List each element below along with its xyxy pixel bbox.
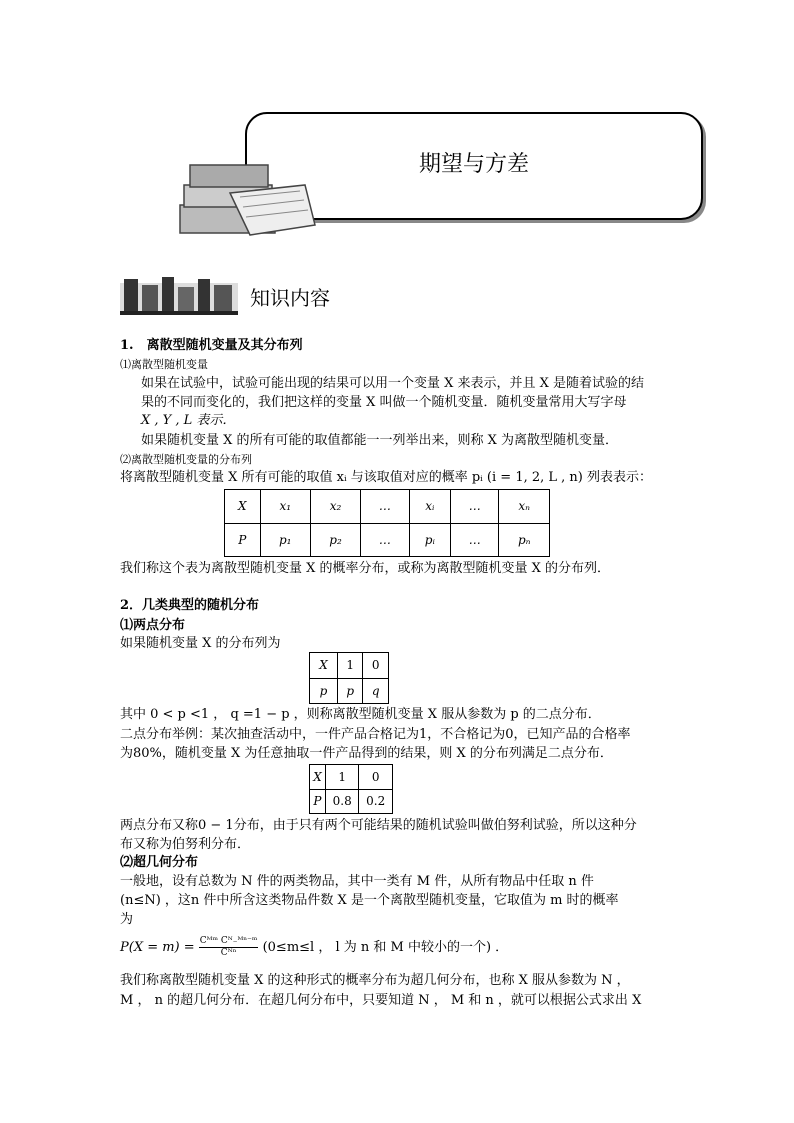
table-cell: x₂ (310, 490, 360, 524)
formula-right: (0≤m≤l ， l 为 n 和 M 中较小的一个) ． (262, 940, 509, 955)
paragraph-line: 布又称为伯努利分布． (120, 837, 251, 852)
table-row (225, 523, 550, 557)
paragraph-line: 两点分布又称0 − 1分布，由于只有两个可能结果的随机试验叫做伯努利试验，所以这种分 (120, 818, 637, 833)
paragraph-line: 我们称离散型随机变量 X 的这种形式的概率分布为超几何分布，也称 X 服从参数为 N ， (120, 973, 630, 988)
table-cell: p (338, 678, 363, 704)
paragraph-line: 如果随机变量 X 的所有可能的取值都能一一列举出来，则称 X 为离散型随机变量． (141, 433, 619, 448)
paragraph-line: 为 (120, 912, 134, 927)
table-cell: X (225, 490, 261, 524)
table-cell: 0 (363, 653, 389, 679)
table-cell: p₂ (310, 523, 360, 557)
paragraph-line: 为80%，随机变量 X 为任意抽取一件产品得到的结果，则 X 的分布列满足二点分布． (120, 746, 613, 761)
books-illustration-icon (170, 155, 320, 240)
table-cell: x₁ (260, 490, 310, 524)
table-cell: 0 (359, 765, 393, 790)
paragraph-line: 果的不同而变化的，我们把这样的变量 X 叫做一个随机变量．随机变量常用大写字母 (141, 395, 627, 410)
table-row (310, 765, 393, 790)
two-point-table (309, 652, 389, 704)
hypergeometric-formula (120, 936, 508, 959)
table-row (225, 490, 550, 524)
formula-numerator: Cᴹᵐ Cᴺ₋ᴹⁿ⁻ᵐ (199, 936, 258, 946)
page-title: 期望与方差 (418, 152, 529, 177)
table-cell: 0.8 (325, 789, 359, 814)
table-row (310, 678, 389, 704)
table-cell: … (361, 523, 409, 557)
subheading-discrete-variable: ⑴离散型随机变量 (120, 358, 208, 371)
paragraph-line: (n≤N) ，这n 件中所含这类物品件数 X 是一个离散型随机变量，它取值为 m 时的概率 (120, 893, 619, 908)
paragraph-line: X , Y , L 表示． (141, 413, 236, 428)
table-row (310, 789, 393, 814)
example-table (309, 764, 393, 814)
distribution-table (224, 489, 550, 557)
table-cell: p (310, 678, 338, 704)
table-cell: q (363, 678, 389, 704)
table-cell: … (361, 490, 409, 524)
table-cell: 0.2 (359, 789, 393, 814)
table-cell: xₙ (499, 490, 550, 524)
section-1-heading: 1. 离散型随机变量及其分布列 (120, 338, 303, 353)
paragraph-line: 如果随机变量 X 的分布列为 (120, 636, 281, 651)
formula-denominator: Cᴺⁿ (220, 948, 237, 958)
table-cell: 1 (325, 765, 359, 790)
table-row (310, 653, 389, 679)
table-cell: … (451, 490, 499, 524)
section-2-heading: 2．几类典型的随机分布 (120, 598, 260, 613)
section-logo-icon (120, 275, 238, 317)
paragraph-line: 一般地，设有总数为 N 件的两类物品，其中一类有 M 件，从所有物品中任取 n 件 (120, 874, 594, 889)
table-cell: pᵢ (409, 523, 450, 557)
table-cell: 1 (338, 653, 363, 679)
table-cell: … (451, 523, 499, 557)
formula-left: P(X = m) = (120, 940, 195, 955)
subheading-distribution: ⑵离散型随机变量的分布列 (120, 453, 252, 466)
subheading-hypergeometric: ⑵超几何分布 (120, 855, 199, 870)
paragraph-line: 将离散型随机变量 X 所有可能的取值 xᵢ 与该取值对应的概率 pᵢ (i = 1, 2, L , n) 列表表示： (120, 470, 652, 485)
table-cell: X (310, 765, 326, 790)
paragraph-line: 如果在试验中，试验可能出现的结果可以用一个变量 X 来表示，并且 X 是随着试验的结 (141, 376, 645, 391)
section-title: 知识内容 (250, 286, 330, 310)
table-cell: pₙ (499, 523, 550, 557)
paragraph-line: M ， n 的超几何分布．在超几何分布中，只要知道 N ， M 和 n ，就可以根据公式求出 X (120, 993, 642, 1008)
paragraph-line: 其中 0 < p <1 ， q =1 − p ，则称离散型随机变量 X 服从参数为 p 的二点分布． (120, 707, 601, 722)
formula-fraction (199, 936, 259, 959)
table-cell: xᵢ (409, 490, 450, 524)
paragraph-line: 我们称这个表为离散型随机变量 X 的概率分布，或称为离散型随机变量 X 的分布列． (120, 561, 611, 576)
table-cell: p₁ (260, 523, 310, 557)
table-cell: P (225, 523, 261, 557)
subheading-two-point: ⑴两点分布 (120, 618, 186, 633)
paragraph-line: 二点分布举例：某次抽查活动中，一件产品合格记为1，不合格记为0，已知产品的合格率 (120, 727, 631, 742)
table-cell: X (310, 653, 338, 679)
table-cell: P (310, 789, 326, 814)
